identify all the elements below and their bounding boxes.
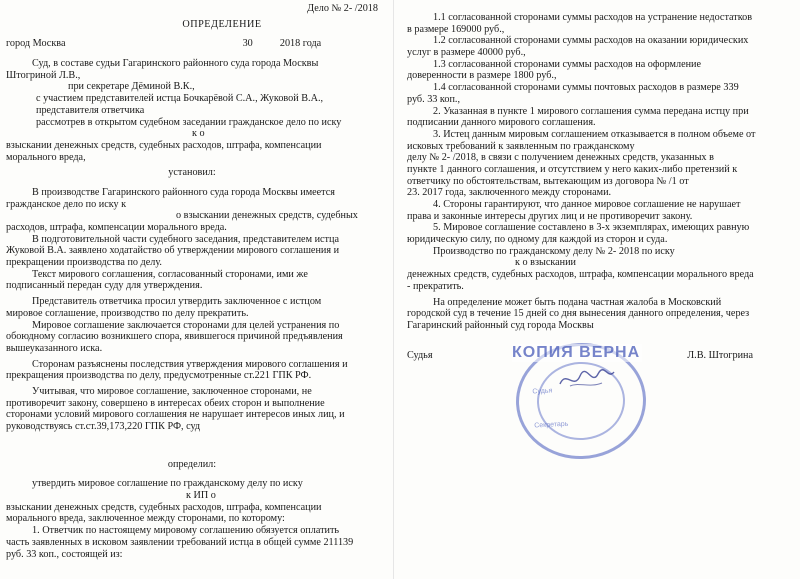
- ruling-line: 1. Ответчик по настоящему мировому соглашению обязуется оплатить: [32, 525, 340, 537]
- body-line: гражданское дело по иску к: [6, 198, 127, 210]
- body-line: Мировое соглашение заключается сторонами для целей устранения по: [32, 319, 340, 331]
- signature-role: Судья: [407, 349, 433, 361]
- clause-line: исковых требований к заявленным по гражданскому: [407, 140, 635, 152]
- clause-line: пункте 1 данного соглашения, и отсутствием у него каких-либо претензий к: [407, 163, 738, 175]
- clause-line: - прекратить.: [407, 280, 464, 292]
- right-page: [407, 0, 783, 579]
- clause-line: Производство по гражданскому делу № 2- 2018 по иску: [433, 245, 675, 257]
- handwritten-signature-icon: [556, 366, 616, 392]
- signature-name: Л.В. Штогрина: [687, 349, 753, 361]
- body-line: Сторонам разъяснены последствия утверждения мирового соглашения и: [32, 358, 348, 370]
- body-line: прекращении производства по делу.: [6, 257, 162, 269]
- intro-line: Штогриной Л.В.,: [6, 69, 81, 81]
- clause-line: 4. Стороны гарантируют, что данное мировое соглашение не нарушает: [433, 199, 741, 210]
- document-title: ОПРЕДЕЛЕНИЕ: [182, 18, 262, 30]
- intro-line: с участием представителей истца Бочкарёвой С.А., Жуковой В.А.,: [36, 93, 324, 105]
- clause-line: 1.3 согласованной сторонами суммы расходов на оформление: [433, 58, 702, 70]
- case-number: Дело № 2- /2018: [307, 3, 378, 14]
- left-page: [6, 0, 378, 579]
- page-divider: [393, 0, 394, 579]
- clause-line: городской суд в течение 15 дней со дня вынесения данного определения, через: [407, 308, 750, 320]
- clause-line: руб. 33 коп.,: [407, 93, 461, 105]
- body-line: расходов, штрафа, компенсации морального вреда.: [6, 222, 227, 233]
- ruling-line: морального вреда, заключенное между сторонами, по которому:: [6, 513, 285, 525]
- body-line: В подготовительной части судебного заседания, представителем истца: [32, 233, 339, 245]
- body-line: противоречит закону, совершено в интересах обеих сторон и выполнение: [6, 397, 325, 409]
- body-line: Представитель ответчика просил утвердить заключенное с истцом: [32, 296, 322, 308]
- intro-line: морального вреда,: [6, 151, 86, 163]
- ruling-line: к ИП о: [186, 490, 216, 502]
- date-day: 30: [242, 38, 253, 50]
- clause-line: в размере 169000 руб.,: [407, 23, 505, 35]
- clause-line: услуг в размере 40000 руб.,: [407, 47, 526, 59]
- body-line: вышеуказанного иска.: [6, 342, 103, 354]
- body-line: Жуковой В.А. заявлено ходатайство об утверждении мирового соглашения и: [6, 245, 340, 257]
- clause-line: 1.4 согласованной сторонами суммы почтовых расходов в размере 339: [433, 82, 739, 94]
- intro-line: Суд, в составе судьи Гагаринского районного суда города Москвы: [32, 58, 319, 70]
- clause-line: На определение может быть подана частная жалоба в Московский: [433, 296, 722, 308]
- clause-line: 5. Мировое соглашение составлено в 3-х экземплярах, имеющих равную: [433, 222, 750, 234]
- stamp-text: КОПИЯ ВЕРНА: [512, 344, 641, 361]
- section-heading-determined: определил:: [167, 458, 217, 470]
- clause-line: ответчику по обстоятельствам, вытекающим из договора № /1 от: [407, 175, 689, 187]
- body-line: Учитывая, что мировое соглашение, заключенное сторонами, не: [32, 385, 312, 397]
- body-line: прекращения производства по делу, предусмотренные ст.221 ГПК РФ.: [6, 370, 312, 382]
- body-line: руководствуясь ст.ст.39,173,220 ГПК РФ, суд: [6, 421, 201, 432]
- date-year: 2018 года: [279, 38, 322, 50]
- clause-line: юридическую силу, по одному для каждой из сторон и суда.: [407, 234, 668, 246]
- date-line: [6, 38, 378, 50]
- intro-line: при секретаре Дёминой В.К.,: [68, 81, 195, 93]
- body-line: обоюдному согласию возникшего спора, явившегося причиной предъявления: [6, 331, 343, 343]
- clause-line: доверенности в размере 1800 руб.,: [407, 70, 557, 82]
- intro-line: представителя ответчика: [36, 104, 145, 116]
- clause-line: подписании данного мирового соглашения.: [407, 117, 596, 129]
- body-line: Текст мирового соглашения, согласованный сторонами, ими же: [32, 268, 308, 280]
- clause-line: Гагаринский районный суд города Москвы: [407, 319, 594, 331]
- city: город Москва: [6, 38, 66, 50]
- ruling-line: руб. 33 коп., состоящей из:: [6, 548, 123, 560]
- body-line: сторонами условий мирового соглашения не нарушает интересов иных лиц, и: [6, 409, 345, 421]
- clause-line: 1.2 согласованной сторонами суммы расходов на оказании юридических: [433, 35, 749, 47]
- body-line: В производстве Гагаринского районного суда города Москвы имеется: [32, 186, 335, 198]
- intro-line: рассмотрев в открытом судебном заседании гражданское дело по иску: [36, 116, 342, 128]
- ruling-line: часть заявленных в исковом заявлении требований истца в общей сумме 211139: [6, 536, 354, 548]
- body-line: о взыскании денежных средств, судебных: [176, 210, 358, 222]
- body-line: подписанный передан суду для утверждения.: [6, 280, 203, 292]
- section-heading-established: установил:: [168, 167, 216, 179]
- stamp-label-judge: Судья: [532, 387, 553, 396]
- clause-line: 2. Указанная в пункте 1 мирового соглашения сумма передана истцу при: [433, 105, 749, 117]
- intro-line: взыскании денежных средств, судебных расходов, штрафа, компенсации: [6, 139, 322, 151]
- stamp-label-secretary: Секретарь: [534, 420, 569, 430]
- intro-line: к о: [192, 128, 205, 140]
- ruling-line: утвердить мировое соглашение по гражданскому делу по иску: [32, 478, 303, 490]
- clause-line: денежных средств, судебных расходов, штрафа, компенсации морального вреда: [407, 269, 754, 281]
- clause-line: 1.1 согласованной сторонами суммы расходов на устранение недостатков: [433, 12, 753, 23]
- clause-line: делу № 2- /2018, в связи с получением денежных средств, указанных в: [407, 152, 714, 164]
- clause-line: 23. 2017 года, заключенного между сторонами.: [407, 187, 612, 199]
- body-line: мировое соглашение, производство по делу прекратить.: [6, 307, 249, 319]
- ruling-line: взыскании денежных средств, судебных расходов, штрафа, компенсации: [6, 501, 322, 513]
- clause-line: 3. Истец данным мировым соглашением отказывается в полном объеме от: [433, 128, 756, 140]
- clause-line: к о взыскании: [515, 257, 577, 269]
- clause-line: права и законные интересы других лиц и не противоречит закону.: [407, 210, 693, 222]
